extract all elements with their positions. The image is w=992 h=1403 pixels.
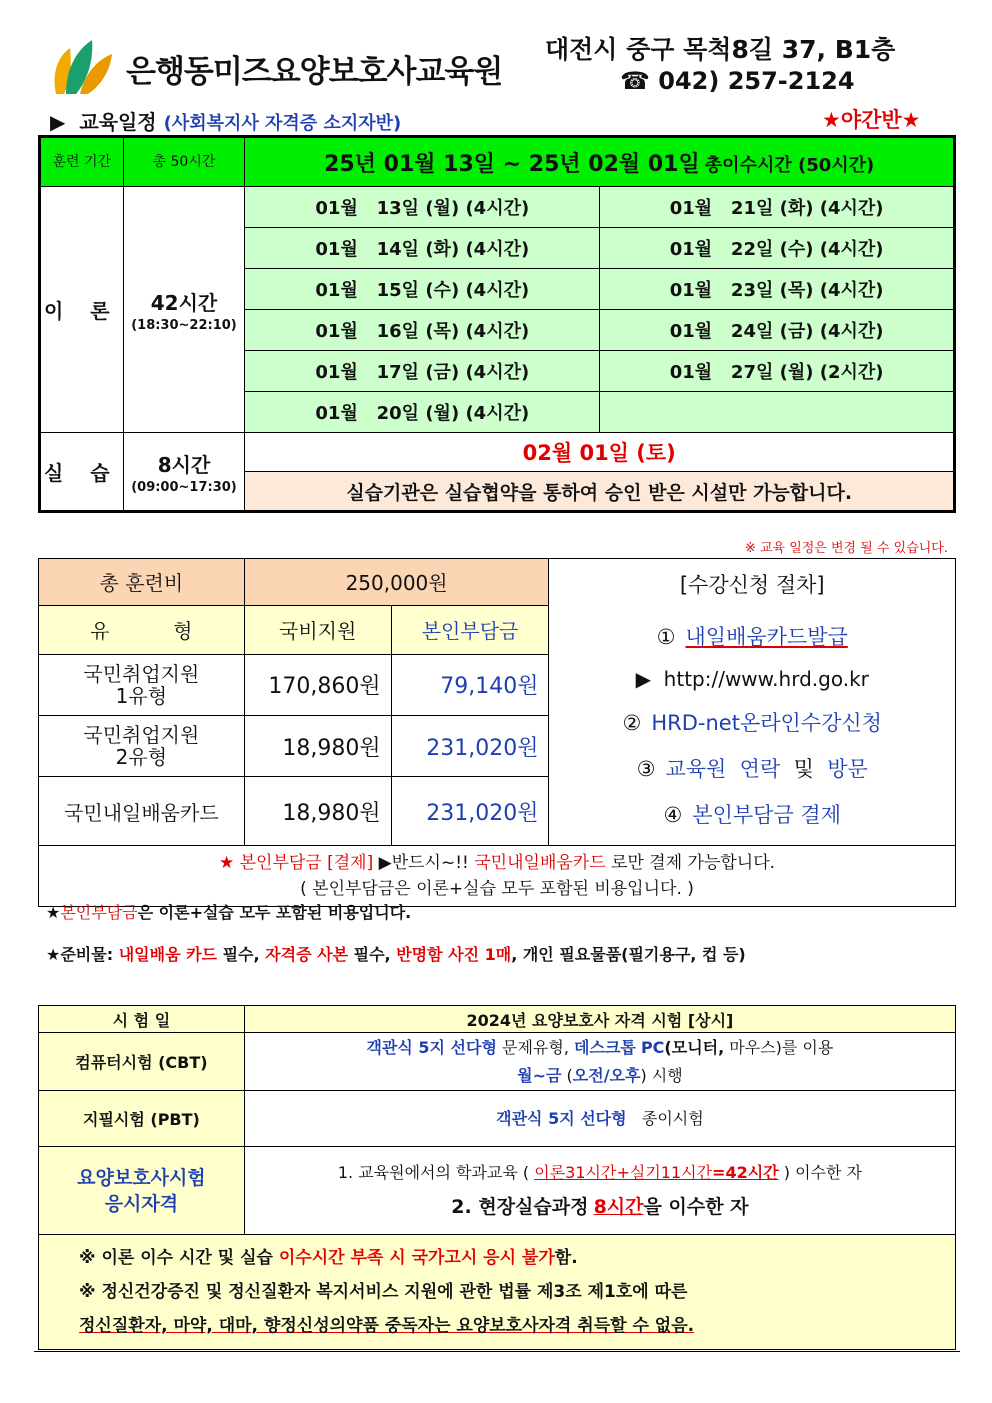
payment-warning: ★ 본인부담금 [결제] ▶반드시~!! 국민내일배움카드 로만 결제 가능합니다. ( 본인부담금은 이론+실습 모두 포함된 비용입니다. )	[39, 846, 956, 907]
theory-day: 01월 27일 (월) (2시간)	[600, 351, 955, 392]
phone-line	[620, 67, 855, 95]
brand-name: 은행동미즈요양보호사교육원	[126, 54, 503, 90]
cbt-label: 컴퓨터시험 (CBT)	[39, 1033, 245, 1091]
pbt-description: 객관식 5지 선다형 종이시험	[244, 1091, 955, 1147]
total-hours-label: 총 50시간	[123, 137, 245, 187]
theory-day: 01월 17일 (금) (4시간)	[245, 351, 600, 392]
fee-type: 국민취업지원 2유형	[39, 715, 245, 776]
bottom-divider	[34, 1351, 960, 1352]
procedure-step-1: ① 내일배움카드발급	[656, 625, 848, 649]
schedule-change-note: ※ 교육 일정은 변경 될 수 있습니다.	[744, 541, 948, 556]
procedure-step-4: ④ 본인부담금 결제	[663, 803, 841, 827]
address: 대전시 중구 목척8길 37, B1층	[545, 35, 896, 64]
theory-day: 01월 20일 (월) (4시간)	[245, 392, 600, 433]
type-label: 유 형	[39, 605, 245, 654]
total-fee-label: 총 훈련비	[39, 559, 245, 606]
self-amount: 231,020원	[391, 715, 549, 776]
date-range: 25년 01월 13일 ~ 25년 02월 01일	[324, 151, 700, 177]
practice-hours: 8시간 (09:00~17:30)	[123, 433, 245, 512]
procedure-step-2: ② HRD-net온라인수강신청	[622, 711, 882, 735]
section-subtitle: (사회복지사 자격증 소지자반)	[163, 113, 402, 134]
gov-support-label: 국비지원	[244, 605, 391, 654]
exam-date-label: 시 험 일	[39, 1006, 245, 1033]
pbt-label: 지필시험 (PBT)	[39, 1091, 245, 1147]
supplies-note: ★준비물: 내일배움 카드 필수, 자격증 사본 필수, 반명함 사진 1매, 개인 필요물품(필기용구, 컵 등)	[46, 945, 746, 964]
section-title	[50, 106, 401, 135]
theory-day: 01월 14일 (화) (4시간)	[245, 228, 600, 269]
gov-amount: 18,980원	[244, 715, 391, 776]
phone-number: 042) 257-2124	[658, 67, 855, 95]
theory-day: 01월 23일 (목) (4시간)	[600, 269, 955, 310]
triangle-icon: ▶	[50, 110, 66, 134]
procedure-box	[549, 559, 956, 846]
qualification-description: 1. 교육원에서의 학과교육 ( 이론31시간+실기11시간=42시간 ) 이수한 자 2. 현장실습과정 8시간을 이수한 자	[244, 1147, 955, 1235]
theory-day: 01월 24일 (금) (4시간)	[600, 310, 955, 351]
logo-icon	[50, 36, 116, 96]
cbt-description: 객관식 5지 선다형 문제유형, 데스크톱 PC(모니터, 마우스)를 이용 월~금 (오전/오후) 시행	[244, 1033, 955, 1091]
total-fee-value: 250,000원	[244, 559, 549, 606]
hrd-link[interactable]: ▶ http://www.hrd.go.kr	[635, 667, 869, 691]
gov-amount: 18,980원	[244, 777, 391, 846]
phone-icon: ☎	[620, 67, 650, 95]
period-label: 훈련 기간	[40, 137, 124, 187]
fee-type: 국민내일배움카드	[39, 777, 245, 846]
procedure-title: [수강신청 절차]	[679, 573, 825, 597]
fee-include-note: ★본인부담금은 이론+실습 모두 포함된 비용입니다.	[46, 903, 412, 922]
fee-table	[38, 558, 956, 907]
theory-day: 01월 22일 (수) (4시간)	[600, 228, 955, 269]
gov-amount: 170,860원	[244, 654, 391, 715]
theory-day-empty	[600, 392, 955, 433]
procedure-step-3: ③ 교육원 연락 및 방문	[636, 757, 868, 781]
practice-note: 실습기관은 실습협약을 통하여 승인 받은 시설만 가능합니다.	[245, 472, 955, 512]
self-amount: 79,140원	[391, 654, 549, 715]
theory-day: 01월 16일 (목) (4시간)	[245, 310, 600, 351]
theory-hours: 42시간 (18:30~22:10)	[123, 187, 245, 433]
period-dates	[245, 137, 955, 187]
schedule-table	[38, 135, 956, 513]
theory-day: 01월 13일 (월) (4시간)	[245, 187, 600, 228]
total-hours-suffix: 총이수시간 (50시간)	[704, 154, 875, 176]
practice-date: 02월 01일 (토)	[245, 433, 955, 472]
exam-footnotes: ※ 이론 이수 시간 및 실습 이수시간 부족 시 국가고시 응시 불가함. ※ 정신건강증진 및 정신질환자 복지서비스 지원에 관한 법률 제3조 제1호에 따른 정신질환자, 마약, 대마, 향정신성의약품 중독자는 요양보호사자격 취득할 수 없음.	[39, 1235, 956, 1350]
exam-table	[38, 1005, 956, 1350]
exam-date-value: 2024년 요양보호사 자격 시험 [상시]	[244, 1006, 955, 1033]
theory-day: 01월 15일 (수) (4시간)	[245, 269, 600, 310]
self-amount: 231,020원	[391, 777, 549, 846]
fee-type: 국민취업지원 1유형	[39, 654, 245, 715]
night-class-badge: ★야간반★	[822, 108, 921, 132]
triangle-icon: ▶	[635, 667, 651, 691]
practice-label: 실 습	[40, 433, 124, 512]
section-title-text: 교육일정	[79, 110, 157, 134]
schedule-header-row	[40, 137, 955, 187]
qualification-label: 요양보호사시험 응시자격	[39, 1147, 245, 1235]
self-pay-label: 본인부담금	[391, 605, 549, 654]
theory-day: 01월 21일 (화) (4시간)	[600, 187, 955, 228]
theory-label: 이 론	[40, 187, 124, 433]
